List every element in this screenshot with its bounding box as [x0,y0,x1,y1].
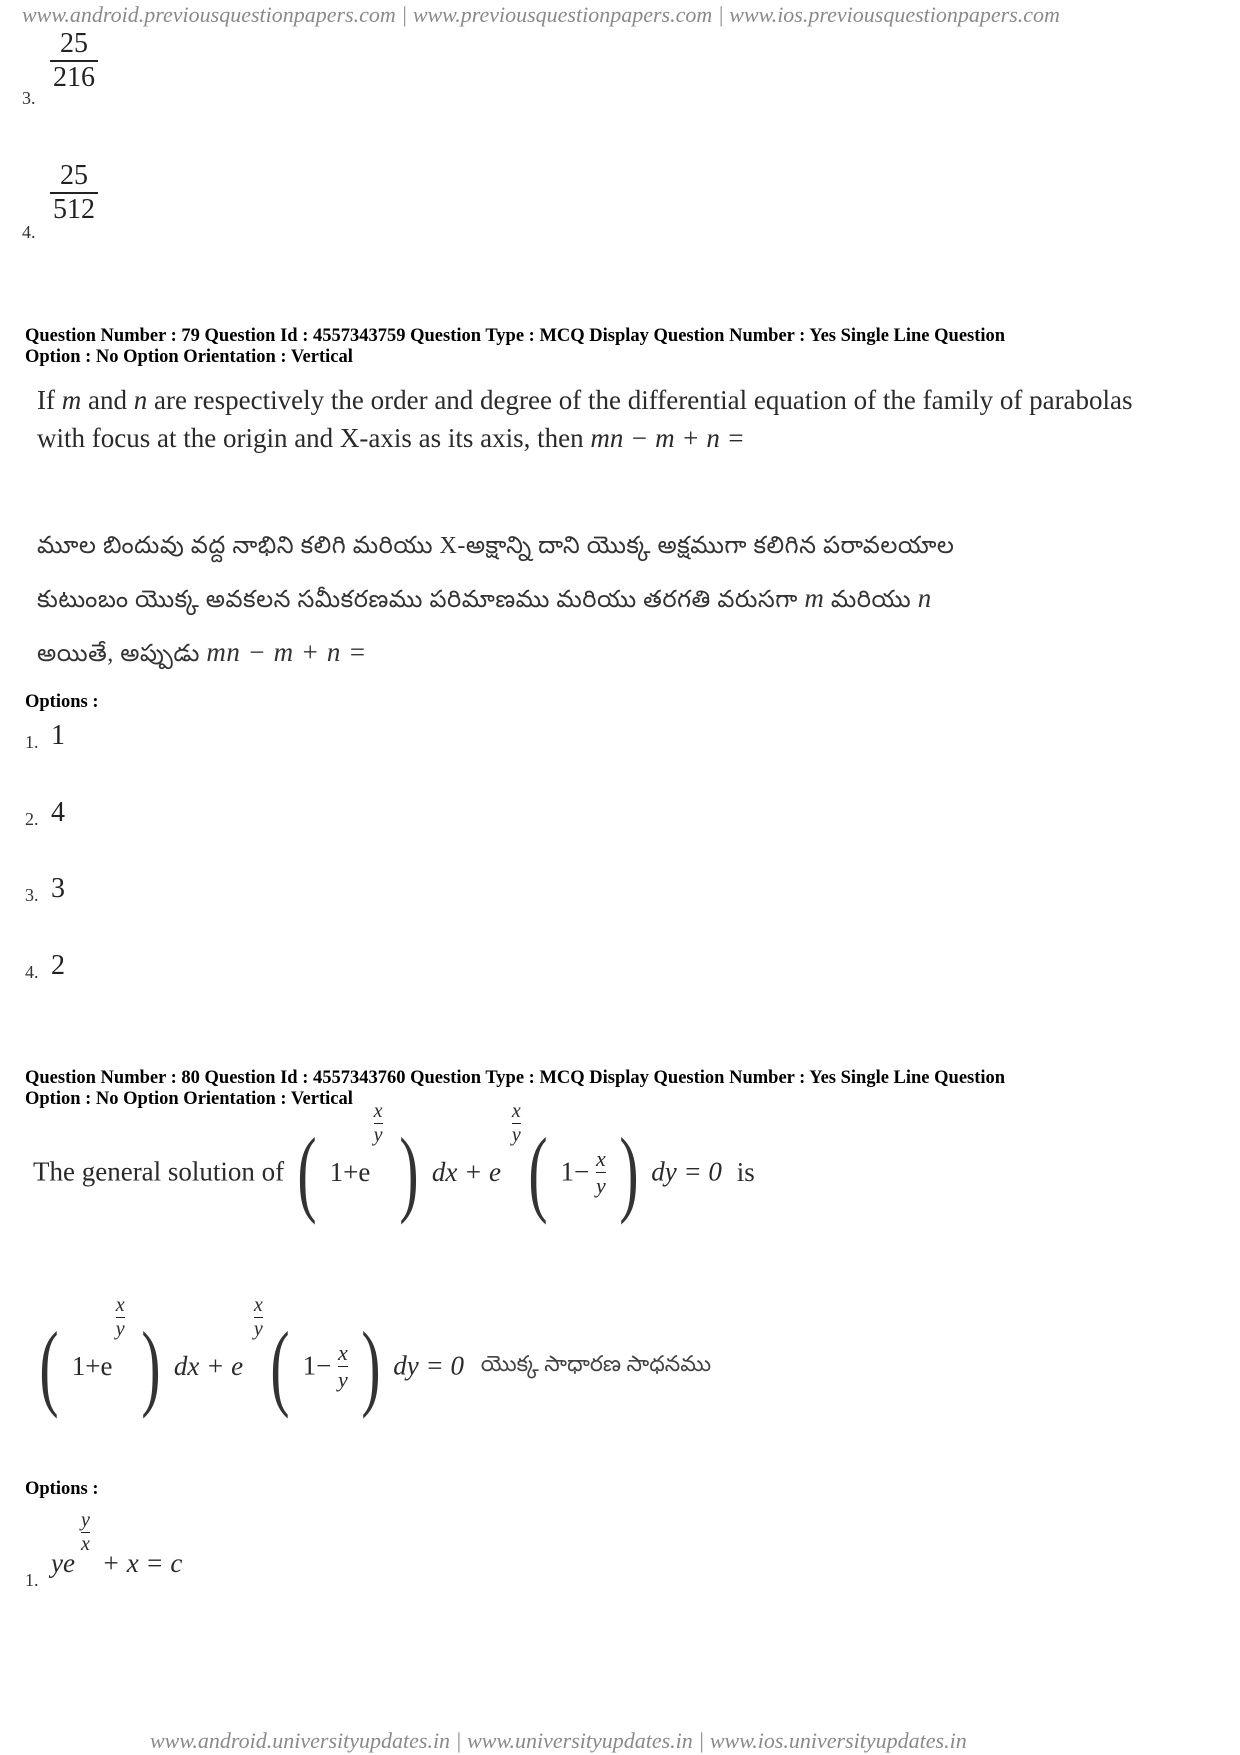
fraction-denominator: 512 [53,194,95,225]
var-n: n [917,583,932,613]
text: dy = 0 [651,1156,722,1187]
expression: mn − m + n = [590,423,745,453]
var-n: n [133,385,148,415]
text: is [736,1156,755,1187]
fraction-x-over-y [338,1341,348,1390]
right-paren: ) [618,1118,639,1225]
option-value: 2 [51,950,65,981]
exponent-fraction [81,1510,90,1555]
fraction-denominator: 216 [53,62,95,93]
option-value: 4 [51,797,65,828]
question-80-text-en [33,1099,755,1225]
term-one-plus-exp [71,1293,125,1382]
exp-den: x [81,1533,90,1555]
text: are respectively the order and degree of the differential equation of the family of parabolas with focus at the origin and X-axis as its axis, then [37,385,1133,453]
text: 1− [302,1350,332,1381]
exponent-fraction [254,1295,263,1340]
num: x [595,1146,606,1172]
base: ye [51,1548,75,1578]
telugu-text: యొక్క సాధారణ సాధనము [480,1350,712,1376]
option-number: 4. [22,222,36,242]
exp-num: y [81,1509,90,1531]
question-79-text-te [37,520,1157,680]
text: కుటుంబం యొక్క అవకలన సమీకరణము పరిమాణము మరియు తరగతి వరుసగా [37,587,805,613]
fraction-numerator: 25 [60,28,88,59]
fraction-x-over-y [596,1147,606,1196]
option-number: 4. [25,962,39,982]
question-meta-line2: Option : No Option Orientation : Vertical [25,347,353,367]
term-dx-plus-exp [173,1293,263,1382]
option-number: 2. [25,809,39,829]
exponent-fraction [116,1295,125,1340]
header-watermark: www.android.previousquestionpapers.com | www.previousquestionpapers.com | www.ios.previousquestionpapers.com [22,2,1060,27]
num: x [338,1340,348,1366]
footer-watermark: www.android.universityupdates.in | www.universityupdates.in | www.ios.universityupdates.in [150,1728,967,1753]
question-79-meta [25,326,1225,368]
text: dx + e [173,1350,244,1381]
right-paren: ) [141,1312,161,1419]
right-paren: ) [360,1312,381,1419]
exponent-fraction [512,1101,521,1146]
text: 1+e [71,1350,113,1381]
term-dx-plus-exp [431,1099,521,1188]
fraction [50,28,98,94]
text: అయితే, అప్పుడు [37,641,207,667]
option-value: 1 [51,720,65,751]
den: y [338,1366,348,1392]
text: dy = 0 [393,1350,464,1381]
rest: + x = c [101,1548,183,1578]
exp-den: y [253,1317,263,1340]
exp-num: x [373,1099,383,1122]
option-number: 3. [22,88,36,108]
question-meta-line2: Option : No Option Orientation : Vertical [25,1089,353,1109]
text: dx + e [431,1156,502,1187]
exp-den: y [115,1317,125,1340]
question-80-text-te [33,1293,712,1419]
den: y [595,1172,606,1198]
exp-den: y [511,1123,521,1146]
question-meta-line1: Question Number : 80 Question Id : 4557343760 Question Type : MCQ Display Question Number : Yes Single Line Question [25,1068,1006,1088]
text: If [37,385,62,415]
question-80-meta [25,1068,1225,1110]
left-paren: ( [297,1118,317,1225]
option-value: 3 [51,873,65,904]
option-number: 1. [25,732,39,752]
text: and [81,385,134,415]
options-label: Options : [25,1479,99,1499]
question-79-text-en [37,381,1157,457]
exp-num: x [253,1293,263,1316]
question-meta-line1: Question Number : 79 Question Id : 4557343759 Question Type : MCQ Display Question Number : Yes Single Line Question [25,326,1006,346]
left-paren: ( [270,1312,290,1419]
left-paren: ( [39,1312,59,1419]
option-number: 3. [25,885,39,905]
text: మరియు [824,587,918,613]
exp-den: y [373,1123,383,1146]
telugu-line [37,572,1157,626]
expression: mn − m + n = [206,637,367,667]
text: 1− [560,1156,590,1187]
var-m: m [804,583,825,613]
left-paren: ( [528,1118,548,1225]
text: 1+e [329,1156,371,1187]
fraction-numerator: 25 [60,160,88,191]
term-one-plus-exp [329,1099,383,1188]
var-m: m [61,385,82,415]
exp-num: x [115,1293,125,1316]
fraction [50,160,98,226]
options-label: Options : [25,692,99,712]
text: The general solution of [33,1156,285,1187]
option-number: 1. [25,1570,39,1590]
right-paren: ) [399,1118,419,1225]
exponent-fraction [374,1101,383,1146]
option-value [51,1509,183,1579]
telugu-line [37,626,1157,680]
telugu-line: మూల బిందువు వద్ద నాభిని కలిగి మరియు X-అక్షాన్ని దాని యొక్క అక్షముగా కలిగిన పరావలయాల [37,533,955,559]
exp-num: x [511,1099,521,1122]
